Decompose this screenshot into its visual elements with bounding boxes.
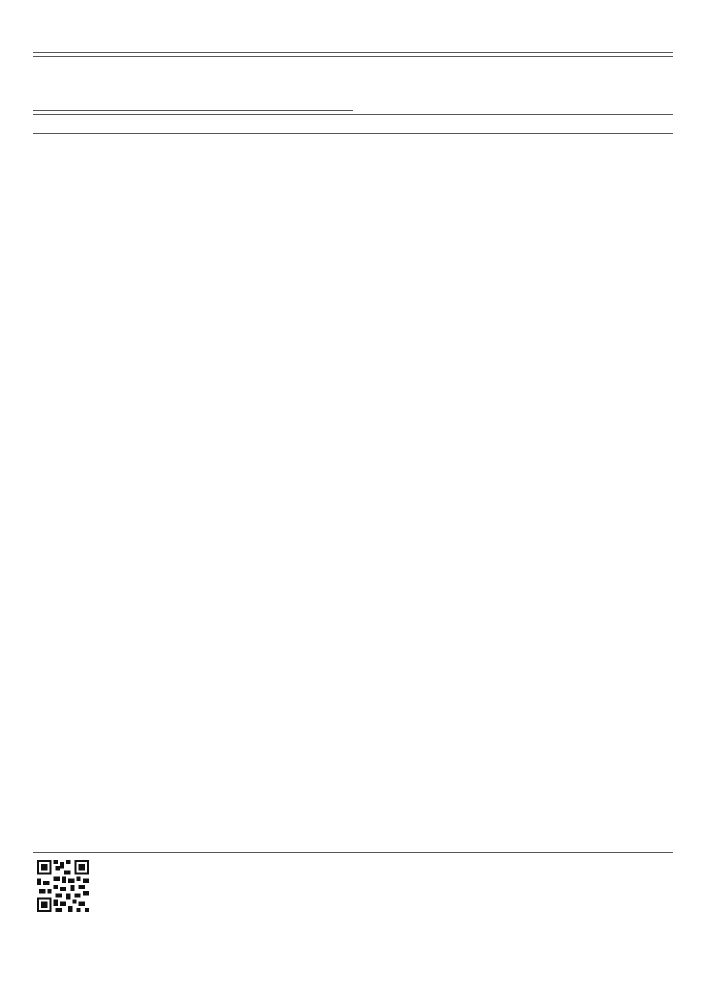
section-9-title xyxy=(33,117,673,130)
signature-line xyxy=(33,70,353,111)
section-9 xyxy=(33,114,673,130)
section-8-title xyxy=(33,57,673,70)
section-10 xyxy=(33,133,673,149)
section-10-title xyxy=(33,136,673,149)
qr-code-icon xyxy=(37,860,89,912)
footer xyxy=(33,852,673,912)
company-info xyxy=(103,857,387,912)
inspection-content xyxy=(33,48,673,153)
